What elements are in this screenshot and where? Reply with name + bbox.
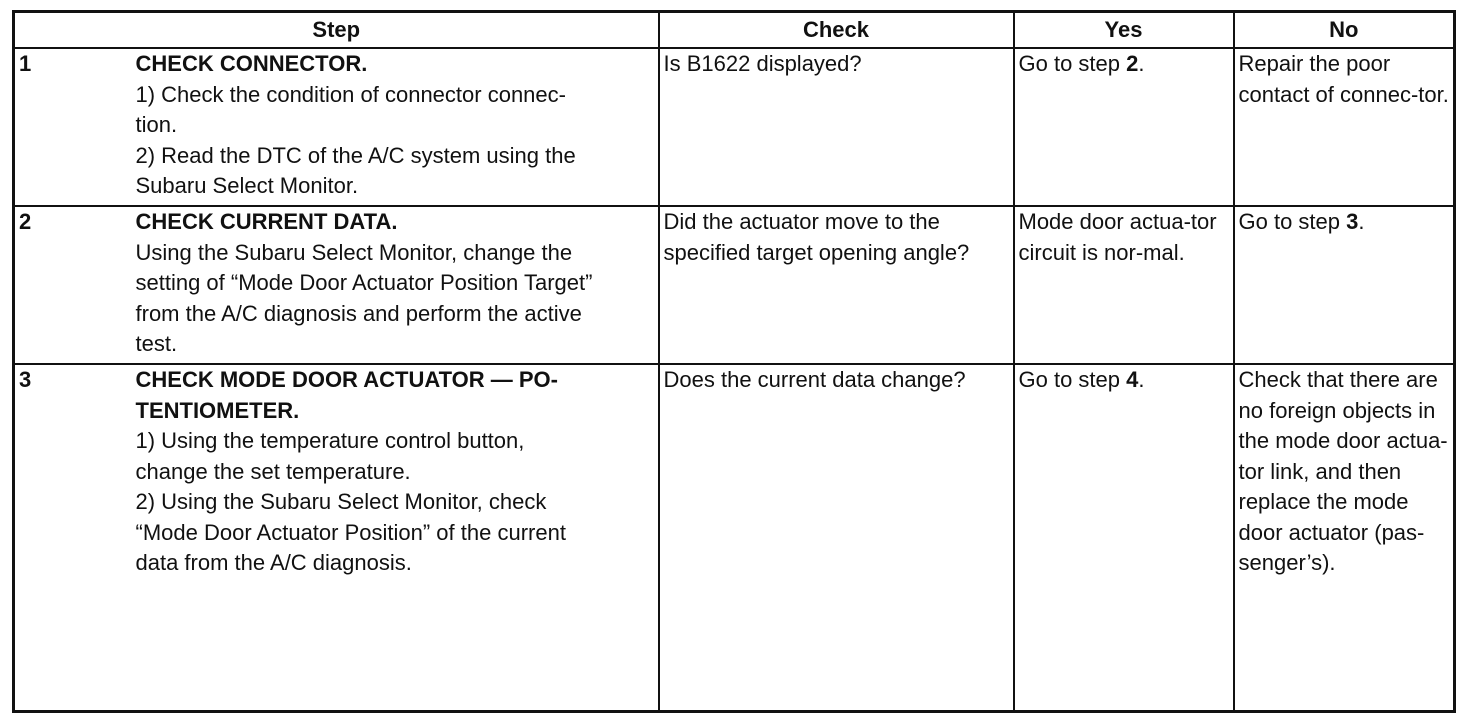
yes-cell [1014, 364, 1234, 712]
step-cell [132, 206, 659, 364]
step-cell [132, 364, 659, 712]
header-yes: Yes [1014, 12, 1234, 49]
step-line: “Mode Door Actuator Position” of the current [135, 519, 566, 545]
header-check: Check [659, 12, 1014, 49]
diagnostic-table [12, 10, 1456, 713]
table-row [14, 364, 1455, 712]
step-reference: 3 [1346, 209, 1359, 234]
step-number: 2 [14, 206, 132, 364]
step-title: CHECK CURRENT DATA. [135, 209, 398, 234]
step-line: test. [135, 331, 178, 356]
check-cell: Did the actuator move to the specified target opening angle? [659, 206, 1014, 364]
no-text: Go to step [1238, 209, 1347, 234]
step-reference: 2 [1126, 51, 1139, 76]
check-cell: Does the current data change? [659, 364, 1014, 712]
no-cell: Check that there are no foreign objects in the mode door actua-tor link, and then replace the mode door actuator (pas-senger’s). [1234, 364, 1455, 712]
step-line: data from the A/C diagnosis. [135, 550, 412, 575]
yes-suffix: . [1138, 367, 1145, 392]
header-row [14, 12, 1455, 49]
yes-text: Go to step [1018, 367, 1127, 392]
step-line: Subaru Select Monitor. [135, 173, 359, 198]
step-line: tion. [135, 112, 178, 137]
yes-cell: Mode door actua-tor circuit is nor-mal. [1014, 206, 1234, 364]
yes-text: Go to step [1018, 51, 1127, 76]
step-number: 3 [14, 364, 132, 712]
step-line: from the A/C diagnosis and perform the active [135, 300, 582, 326]
step-title: CHECK MODE DOOR ACTUATOR — PO- [135, 367, 558, 392]
step-number: 1 [14, 48, 132, 206]
header-no: No [1234, 12, 1455, 49]
step-title: TENTIOMETER. [135, 397, 300, 423]
check-cell: Is B1622 displayed? [659, 48, 1014, 206]
step-line: Using the Subaru Select Monitor, change the [135, 239, 573, 265]
table-row [14, 48, 1455, 206]
step-line: 1) Using the temperature control button, [135, 428, 525, 453]
yes-cell [1014, 48, 1234, 206]
step-title: CHECK CONNECTOR. [135, 51, 368, 76]
step-line: change the set temperature. [135, 458, 411, 484]
step-cell [132, 48, 659, 206]
step-line: setting of “Mode Door Actuator Position Target” [135, 270, 593, 295]
no-cell [1234, 206, 1455, 364]
table-row [14, 206, 1455, 364]
step-line: 2) Read the DTC of the A/C system using the [135, 142, 576, 168]
step-reference: 4 [1126, 367, 1139, 392]
yes-suffix: . [1138, 51, 1145, 76]
step-line: 2) Using the Subaru Select Monitor, check [135, 489, 547, 514]
header-step: Step [14, 12, 659, 49]
no-cell: Repair the poor contact of connec-tor. [1234, 48, 1455, 206]
no-suffix: . [1358, 209, 1365, 234]
step-line: 1) Check the condition of connector connec- [135, 81, 566, 107]
